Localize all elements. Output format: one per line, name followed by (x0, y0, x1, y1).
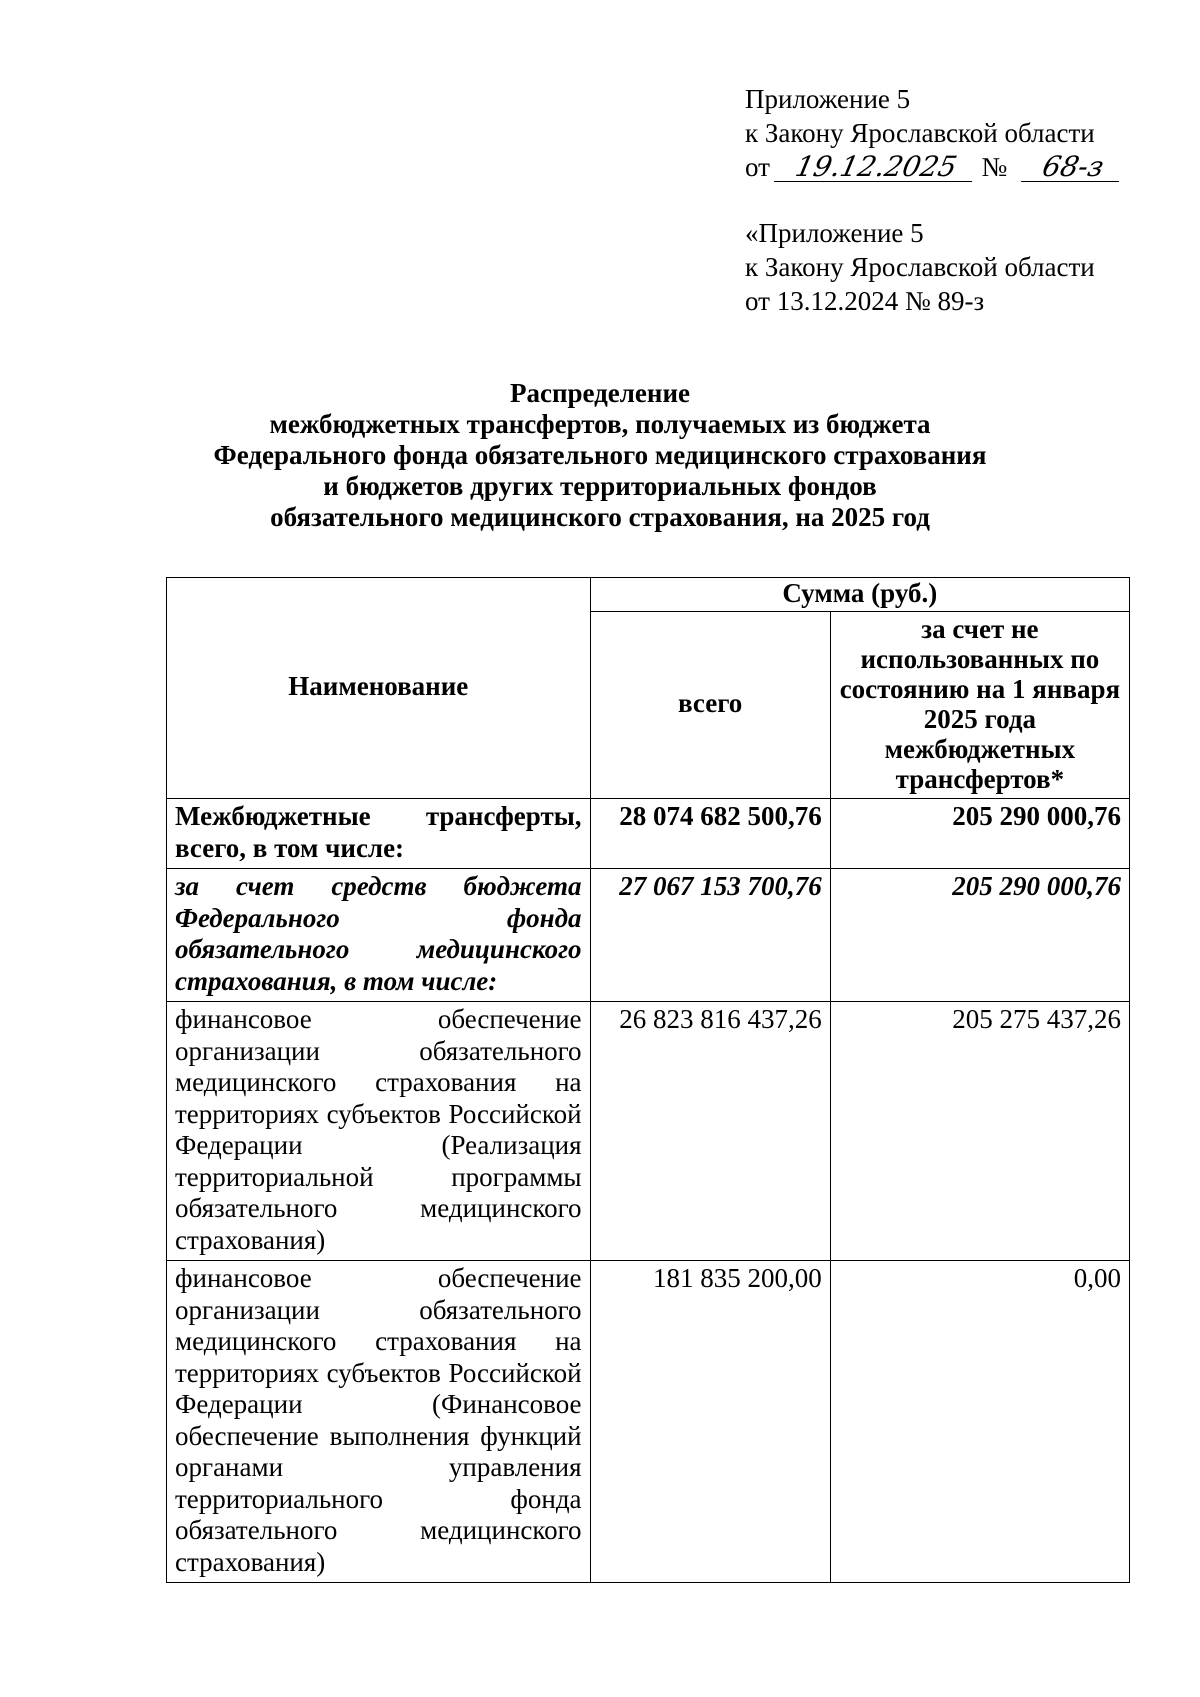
title-line-1: Распределение (509, 378, 691, 408)
number-prefix: № (981, 152, 1008, 182)
header-total: всего (590, 612, 830, 799)
transfers-table (166, 577, 1130, 1583)
table-header-row-1 (167, 578, 1130, 612)
row-total: 26 823 816 437,26 (590, 1002, 830, 1261)
title-line-4: и бюджетов других территориальных фондов (323, 471, 877, 501)
appendix-current-block (745, 82, 1185, 184)
row-name: за счет средств бюджета Федерального фонда обязательного медицинского страхования, в том числе: (167, 869, 591, 1002)
row-name: финансовое обеспечение организации обязательного медицинского страхования на территориях субъектов Российской Федерации (Реализация территориальной программы обязательного медицинского страхования) (167, 1002, 591, 1261)
header-unused: за счет не использованных по состоянию на 1 января 2025 года межбюджетных трансфертов* (830, 612, 1129, 799)
appendix-previous-block (745, 216, 1185, 318)
row-unused: 205 290 000,76 (830, 869, 1129, 1002)
date-prefix: от (745, 152, 770, 182)
document-title (150, 378, 1050, 533)
appendix-date-line (745, 150, 1185, 184)
row-total: 28 074 682 500,76 (590, 799, 830, 869)
title-line-2: межбюджетных трансфертов, получаемых из бюджета (269, 409, 931, 439)
row-unused: 0,00 (830, 1261, 1129, 1583)
handwritten-number: 68-з (1021, 153, 1125, 182)
row-name: Межбюджетные трансферты, всего, в том числе: (167, 799, 591, 869)
table-row (167, 869, 1130, 1002)
handwritten-date: 19.12.2025 (774, 153, 978, 182)
previous-appendix-title: «Приложение 5 (745, 218, 924, 248)
appendix-title: Приложение 5 (745, 84, 911, 114)
previous-appendix-date: от 13.12.2024 № 89-з (745, 286, 985, 316)
table-row (167, 1002, 1130, 1261)
title-line-3: Федерального фонда обязательного медицинского страхования (213, 440, 987, 470)
header-sum-group: Сумма (руб.) (590, 578, 1129, 612)
row-total: 181 835 200,00 (590, 1261, 830, 1583)
table-row (167, 1261, 1130, 1583)
previous-appendix-law-reference: к Закону Ярославской области (745, 252, 1095, 282)
row-unused: 205 275 437,26 (830, 1002, 1129, 1261)
row-total: 27 067 153 700,76 (590, 869, 830, 1002)
appendix-law-reference: к Закону Ярославской области (745, 118, 1095, 148)
row-unused: 205 290 000,76 (830, 799, 1129, 869)
table-row (167, 799, 1130, 869)
title-line-5: обязательного медицинского страхования, на 2025 год (270, 502, 930, 532)
row-name: финансовое обеспечение организации обязательного медицинского страхования на территориях субъектов Российской Федерации (Финансовое обеспечение выполнения функций органами управления территориального фонда обязательного медицинского страхования) (167, 1261, 591, 1583)
header-name: Наименование (167, 578, 591, 799)
